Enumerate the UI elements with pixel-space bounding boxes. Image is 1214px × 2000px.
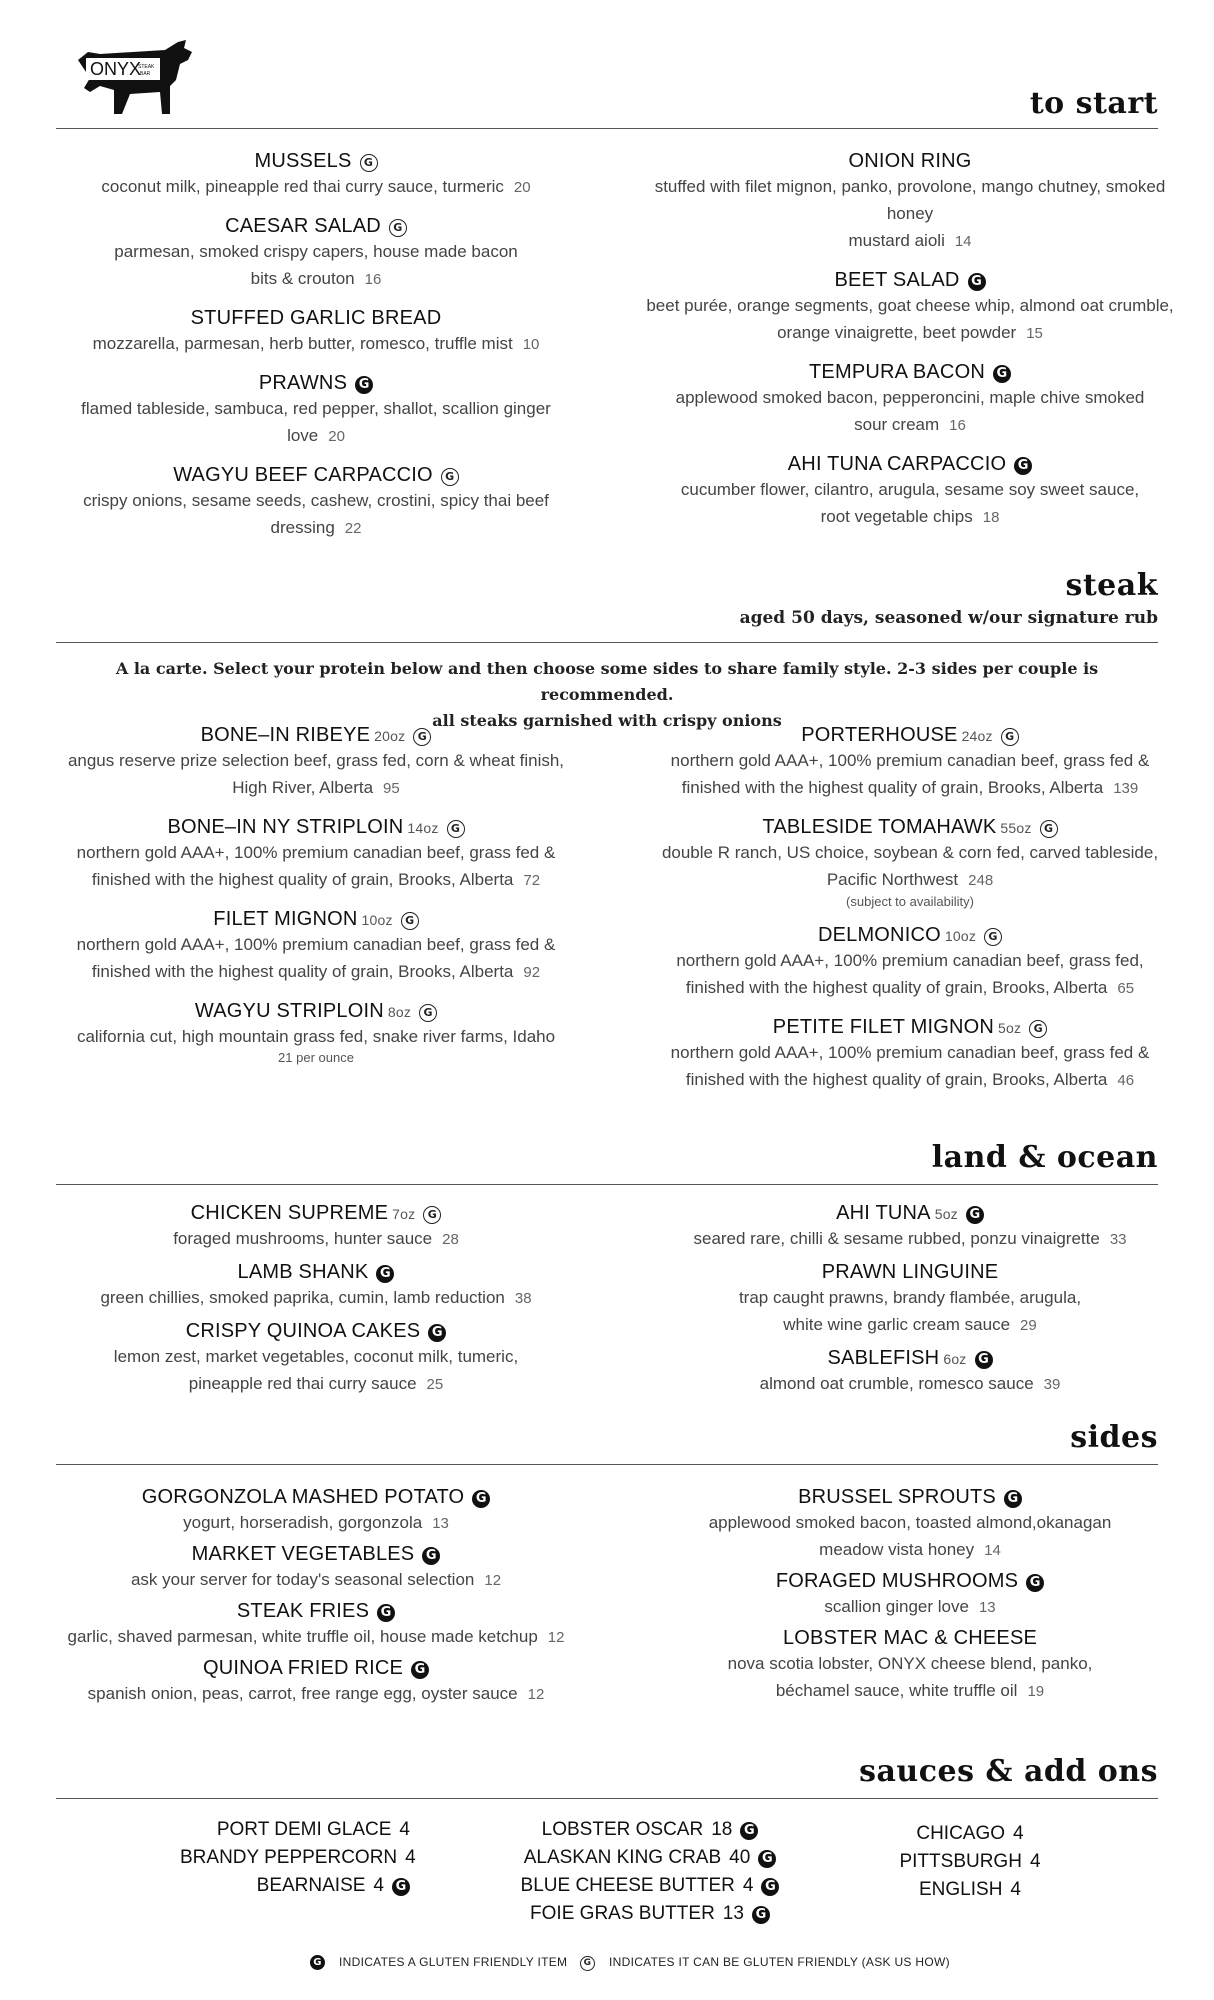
menu-item: [630, 724, 1190, 802]
item-price: 13: [978, 1599, 996, 1616]
addon-price: 4: [742, 1875, 754, 1896]
legend-gluten-friendly: [310, 1955, 567, 1970]
addon-price: 4: [1010, 1879, 1021, 1900]
item-price: 139: [1113, 780, 1139, 797]
item-name: CAESAR SALAD: [225, 215, 381, 237]
addon-name: CHICAGO: [916, 1823, 1006, 1844]
gluten-option-icon: G: [447, 820, 465, 838]
item-desc: root vegetable chips: [820, 507, 973, 526]
item-name: DELMONICO: [817, 924, 941, 946]
item-desc: applewood smoked bacon, pepperoncini, maple chive smoked: [675, 388, 1145, 407]
menu-item: [56, 724, 576, 802]
gluten-free-icon: G: [740, 1822, 758, 1840]
addon-row: [180, 1816, 410, 1844]
section-title-steak: steak: [1065, 568, 1158, 603]
item-name: TEMPURA BACON: [809, 361, 985, 383]
item-name: AHI TUNA CARPACCIO: [787, 453, 1007, 475]
item-name: SABLEFISH: [827, 1347, 940, 1369]
item-desc: sour cream: [854, 415, 940, 434]
item-price: 25: [426, 1376, 444, 1393]
gluten-option-icon: G: [984, 928, 1002, 946]
item-size: 7oz: [392, 1206, 416, 1222]
steak-subtitle: aged 50 days, seasoned w/our signature rub: [739, 608, 1158, 628]
item-size: 8oz: [387, 1004, 412, 1020]
svg-text:ONYX: ONYX: [90, 59, 142, 79]
item-desc: white wine garlic cream sauce: [783, 1315, 1011, 1334]
item-name: STEAK FRIES: [236, 1600, 370, 1622]
land-right-column: [630, 1202, 1190, 1412]
gluten-option-icon: G: [1029, 1020, 1047, 1038]
item-price: 72: [523, 872, 541, 889]
menu-item: [56, 1600, 576, 1651]
item-desc: beet purée, orange segments, goat cheese whip, almond oat crumble,: [646, 296, 1174, 315]
divider: [56, 1184, 1158, 1185]
item-desc: crispy onions, sesame seeds, cashew, crostini, spicy thai beef dressing: [83, 491, 549, 537]
addon-row: [510, 1900, 790, 1928]
addon-row: [180, 1872, 410, 1900]
item-price: 248: [968, 872, 994, 889]
item-desc: seared rare, chilli & sesame rubbed, ponzu vinaigrette: [693, 1229, 1100, 1248]
onyx-logo: [70, 30, 200, 120]
item-name: PRAWNS: [258, 372, 348, 394]
addon-price: 4: [399, 1819, 410, 1840]
item-price: 92: [523, 964, 541, 981]
menu-item: [630, 1627, 1190, 1705]
gluten-free-icon: G: [355, 376, 373, 394]
item-desc: garlic, shaved parmesan, white truffle oil, house made ketchup: [67, 1627, 538, 1646]
item-name: WAGYU BEEF CARPACCIO: [173, 464, 433, 486]
gluten-free-icon: G: [966, 1206, 984, 1224]
item-name: QUINOA FRIED RICE: [202, 1657, 404, 1679]
item-size: 20oz: [374, 728, 406, 744]
item-name: BRUSSEL SPROUTS: [798, 1486, 996, 1508]
item-desc: flamed tableside, sambuca, red pepper, shallot, scallion ginger love: [81, 399, 551, 445]
menu-item: [56, 372, 576, 450]
gluten-free-icon: G: [411, 1661, 429, 1679]
item-desc: pineapple red thai curry sauce: [188, 1374, 417, 1393]
item-desc: northern gold AAA+, 100% premium canadian beef, grass fed &: [76, 935, 556, 954]
legend-text: INDICATES A GLUTEN FRIENDLY ITEM: [339, 1955, 568, 1969]
item-desc: finished with the highest quality of grain, Brooks, Alberta: [681, 778, 1104, 797]
item-price: 14: [984, 1542, 1001, 1559]
steak-left-column: [56, 724, 576, 1080]
menu-item: [56, 307, 576, 358]
item-desc: northern gold AAA+, 100% premium canadian beef, grass fed &: [670, 751, 1150, 770]
item-price: 95: [383, 780, 400, 797]
item-size: 6oz: [943, 1351, 967, 1367]
addon-row: [880, 1876, 1060, 1904]
item-size: 24oz: [961, 728, 993, 744]
item-price: 20: [513, 179, 531, 196]
menu-item: [630, 1570, 1190, 1621]
item-desc: finished with the highest quality of grain, Brooks, Alberta: [685, 1070, 1108, 1089]
item-name: AHI TUNA: [836, 1202, 931, 1224]
addon-name: PITTSBURGH: [899, 1851, 1022, 1872]
to-start-left-column: [56, 150, 576, 556]
item-price: 14: [954, 233, 972, 250]
item-size: 5oz: [934, 1206, 958, 1222]
gluten-free-icon: G: [1026, 1574, 1044, 1592]
addon-name: BRANDY PEPPERCORN: [180, 1847, 398, 1868]
gluten-option-icon: G: [389, 219, 407, 237]
item-desc: High River, Alberta: [232, 778, 374, 797]
menu-item: [630, 361, 1190, 439]
item-desc: finished with the highest quality of grain, Brooks, Alberta: [91, 962, 514, 981]
section-title-sauces: sauces & add ons: [859, 1754, 1158, 1789]
gluten-option-icon: G: [419, 1004, 437, 1022]
gluten-option-icon: G: [360, 154, 378, 172]
item-size: 55oz: [1000, 820, 1032, 836]
gluten-free-icon: G: [758, 1850, 776, 1868]
item-size: 14oz: [407, 820, 439, 836]
item-name: FORAGED MUSHROOMS: [775, 1570, 1019, 1592]
item-name: PETITE FILET MIGNON: [772, 1016, 995, 1038]
sides-right-column: [630, 1486, 1190, 1719]
item-desc: northern gold AAA+, 100% premium canadian beef, grass fed &: [76, 843, 556, 862]
item-price: 29: [1020, 1317, 1037, 1334]
menu-item: [56, 1000, 576, 1066]
item-desc: coconut milk, pineapple red thai curry sauce, turmeric: [101, 177, 504, 196]
addon-row: [880, 1820, 1060, 1848]
menu-item: [56, 1202, 576, 1253]
gluten-free-icon: G: [377, 1604, 395, 1622]
gluten-free-icon: G: [968, 273, 986, 291]
item-desc: almond oat crumble, romesco sauce: [759, 1374, 1034, 1393]
menu-item: [56, 215, 576, 293]
addon-price: 13: [722, 1903, 744, 1924]
gluten-option-icon: G: [441, 468, 459, 486]
divider: [56, 642, 1158, 643]
svg-text:STEAK: STEAK: [138, 64, 155, 70]
menu-item: [630, 269, 1190, 347]
item-desc: double R ranch, US choice, soybean & corn fed, carved tableside,: [661, 843, 1159, 862]
addon-price: 40: [729, 1847, 751, 1868]
item-desc: Pacific Northwest: [826, 870, 959, 889]
item-name: PORTERHOUSE: [801, 724, 958, 746]
item-price: 28: [442, 1231, 459, 1248]
to-start-right-column: [630, 150, 1190, 545]
menu-item: [56, 464, 576, 542]
gluten-free-icon: G: [993, 365, 1011, 383]
item-name: CHICKEN SUPREME: [190, 1202, 389, 1224]
item-price: 65: [1117, 980, 1135, 997]
steak-intro: [56, 656, 1158, 734]
item-name: MARKET VEGETABLES: [191, 1543, 415, 1565]
gluten-free-icon: G: [376, 1265, 394, 1283]
gluten-free-icon: G: [752, 1906, 770, 1924]
gluten-option-icon: G: [423, 1206, 441, 1224]
item-desc: finished with the highest quality of grain, Brooks, Alberta: [685, 978, 1108, 997]
gluten-option-icon: G: [1001, 728, 1019, 746]
menu-item: [630, 816, 1190, 910]
item-name: LOBSTER MAC & CHEESE: [782, 1627, 1038, 1649]
addon-price: 4: [405, 1847, 416, 1868]
item-name: BEET SALAD: [834, 269, 960, 291]
menu-item: [630, 1016, 1190, 1094]
gluten-option-icon: G: [1040, 820, 1058, 838]
item-note: (subject to availability): [846, 894, 974, 909]
item-price: 38: [514, 1290, 532, 1307]
item-name: BONE–IN NY STRIPLOIN: [167, 816, 404, 838]
section-title-sides: sides: [1070, 1420, 1158, 1455]
item-name: MUSSELS: [254, 150, 352, 172]
menu-item: [56, 908, 576, 986]
sauces-column-1: [180, 1816, 416, 1900]
item-note: 21 per ounce: [278, 1050, 354, 1065]
menu-item: [56, 150, 576, 201]
divider: [56, 1464, 1158, 1465]
land-left-column: [56, 1202, 576, 1412]
item-desc: scallion ginger love: [824, 1597, 969, 1616]
addon-row: [510, 1816, 790, 1844]
legend-gluten-option: [580, 1955, 950, 1971]
item-price: 39: [1043, 1376, 1061, 1393]
steak-intro-line: A la carte. Select your protein below and then choose some sides to share family style. 2-3 sides per couple is recommended.: [115, 659, 1099, 704]
gluten-free-icon: G: [472, 1490, 490, 1508]
item-name: PRAWN LINGUINE: [821, 1261, 999, 1283]
item-desc: ask your server for today's seasonal selection: [130, 1570, 475, 1589]
menu-item: [630, 1261, 1190, 1339]
item-desc: foraged mushrooms, hunter sauce: [173, 1229, 433, 1248]
addon-row: [510, 1872, 790, 1900]
item-name: WAGYU STRIPLOIN: [194, 1000, 384, 1022]
addon-name: BEARNAISE: [256, 1875, 366, 1896]
sauces-column-3: [880, 1820, 1060, 1904]
item-desc: northern gold AAA+, 100% premium canadian beef, grass fed &: [670, 1043, 1150, 1062]
menu-item: [630, 924, 1190, 1002]
addon-name: ENGLISH: [919, 1879, 1003, 1900]
item-desc: lemon zest, market vegetables, coconut milk, tumeric,: [113, 1347, 519, 1366]
item-desc: trap caught prawns, brandy flambée, arugula,: [738, 1288, 1082, 1307]
item-desc: mozzarella, parmesan, herb butter, romesco, truffle mist: [92, 334, 513, 353]
item-price: 22: [344, 520, 362, 537]
steak-intro-line: all steaks garnished with crispy onions: [432, 711, 782, 730]
addon-price: 4: [1029, 1851, 1041, 1872]
item-size: 10oz: [361, 912, 393, 928]
addon-name: BLUE CHEESE BUTTER: [520, 1875, 735, 1896]
item-price: 16: [364, 271, 382, 288]
gluten-free-icon: G: [1014, 457, 1032, 475]
item-desc: spanish onion, peas, carrot, free range egg, oyster sauce: [87, 1684, 518, 1703]
menu-item: [630, 1202, 1190, 1253]
item-name: TABLESIDE TOMAHAWK: [762, 816, 997, 838]
menu-item: [56, 1543, 576, 1594]
menu-item: [56, 1657, 576, 1708]
item-price: 15: [1026, 325, 1043, 342]
addon-price: 4: [1013, 1823, 1024, 1844]
item-name: CRISPY QUINOA CAKES: [185, 1320, 421, 1342]
item-desc: nova scotia lobster, ONYX cheese blend, panko,: [727, 1654, 1093, 1673]
item-name: FILET MIGNON: [213, 908, 358, 930]
menu-item: [56, 1486, 576, 1537]
menu-item: [56, 816, 576, 894]
menu-item: [56, 1261, 576, 1312]
item-desc: meadow vista honey: [819, 1540, 975, 1559]
item-desc: orange vinaigrette, beet powder: [777, 323, 1017, 342]
addon-price: 18: [711, 1819, 733, 1840]
item-desc: bits & crouton: [250, 269, 355, 288]
item-desc: béchamel sauce, white truffle oil: [775, 1681, 1018, 1700]
sauces-column-2: [510, 1816, 790, 1928]
menu-item: [630, 1486, 1190, 1564]
gluten-free-icon: G: [975, 1351, 993, 1369]
gluten-free-icon: G: [1004, 1490, 1022, 1508]
item-price: 46: [1117, 1072, 1135, 1089]
item-desc: finished with the highest quality of grain, Brooks, Alberta: [91, 870, 514, 889]
item-desc: california cut, high mountain grass fed, snake river farms, Idaho: [76, 1027, 556, 1046]
item-price: 20: [328, 428, 345, 445]
item-price: 33: [1109, 1231, 1127, 1248]
item-price: 12: [547, 1629, 565, 1646]
item-price: 12: [527, 1686, 545, 1703]
item-name: GORGONZOLA MASHED POTATO: [141, 1486, 465, 1508]
item-price: 10: [522, 336, 540, 353]
item-desc: angus reserve prize selection beef, grass fed, corn & wheat finish,: [67, 751, 565, 770]
menu-item: [630, 150, 1190, 255]
sides-left-column: [56, 1486, 576, 1722]
gluten-free-icon: G: [428, 1324, 446, 1342]
gluten-option-icon: G: [580, 1956, 595, 1971]
item-desc: northern gold AAA+, 100% premium canadian beef, grass fed,: [676, 951, 1144, 970]
item-price: 12: [484, 1572, 502, 1589]
addon-price: 4: [373, 1875, 384, 1896]
gluten-free-icon: G: [392, 1878, 410, 1896]
gluten-option-icon: G: [413, 728, 431, 746]
item-name: BONE–IN RIBEYE: [200, 724, 371, 746]
item-name: LAMB SHANK: [237, 1261, 369, 1283]
addon-row: [880, 1848, 1060, 1876]
item-price: 13: [432, 1515, 449, 1532]
item-desc: mustard aioli: [848, 231, 945, 250]
item-price: 16: [949, 417, 966, 434]
svg-text:BAR: BAR: [140, 71, 151, 77]
gluten-option-icon: G: [401, 912, 419, 930]
section-title-to-start: to start: [1029, 86, 1158, 121]
gluten-free-icon: G: [761, 1878, 779, 1896]
addon-name: ALASKAN KING CRAB: [523, 1847, 722, 1868]
item-desc: cucumber flower, cilantro, arugula, sesame soy sweet sauce,: [680, 480, 1140, 499]
addon-row: [510, 1844, 790, 1872]
addon-name: LOBSTER OSCAR: [541, 1819, 704, 1840]
divider: [56, 1798, 1158, 1799]
item-size: 5oz: [998, 1020, 1022, 1036]
legend-text: INDICATES IT CAN BE GLUTEN FRIENDLY (ASK US HOW): [609, 1955, 950, 1969]
item-name: STUFFED GARLIC BREAD: [190, 307, 442, 329]
item-desc: parmesan, smoked crispy capers, house made bacon: [114, 242, 518, 261]
addon-name: PORT DEMI GLACE: [216, 1819, 392, 1840]
gluten-free-icon: G: [422, 1547, 440, 1565]
steak-right-column: [630, 724, 1190, 1108]
addon-name: FOIE GRAS BUTTER: [530, 1903, 715, 1924]
menu-item: [630, 1347, 1190, 1398]
item-desc: applewood smoked bacon, toasted almond,okanagan: [708, 1513, 1112, 1532]
section-title-land-ocean: land & ocean: [931, 1140, 1158, 1175]
addon-row: [180, 1844, 416, 1872]
item-desc: stuffed with filet mignon, panko, provolone, mango chutney, smoked honey: [654, 177, 1166, 223]
item-name: ONION RING: [848, 150, 972, 172]
menu-item: [630, 453, 1190, 531]
gluten-free-icon: G: [310, 1955, 325, 1970]
item-price: 18: [982, 509, 1000, 526]
item-desc: green chillies, smoked paprika, cumin, lamb reduction: [100, 1288, 505, 1307]
divider: [56, 128, 1158, 129]
item-size: 10oz: [944, 928, 977, 944]
item-price: 19: [1027, 1683, 1045, 1700]
menu-item: [56, 1320, 576, 1398]
item-desc: yogurt, horseradish, gorgonzola: [183, 1513, 423, 1532]
